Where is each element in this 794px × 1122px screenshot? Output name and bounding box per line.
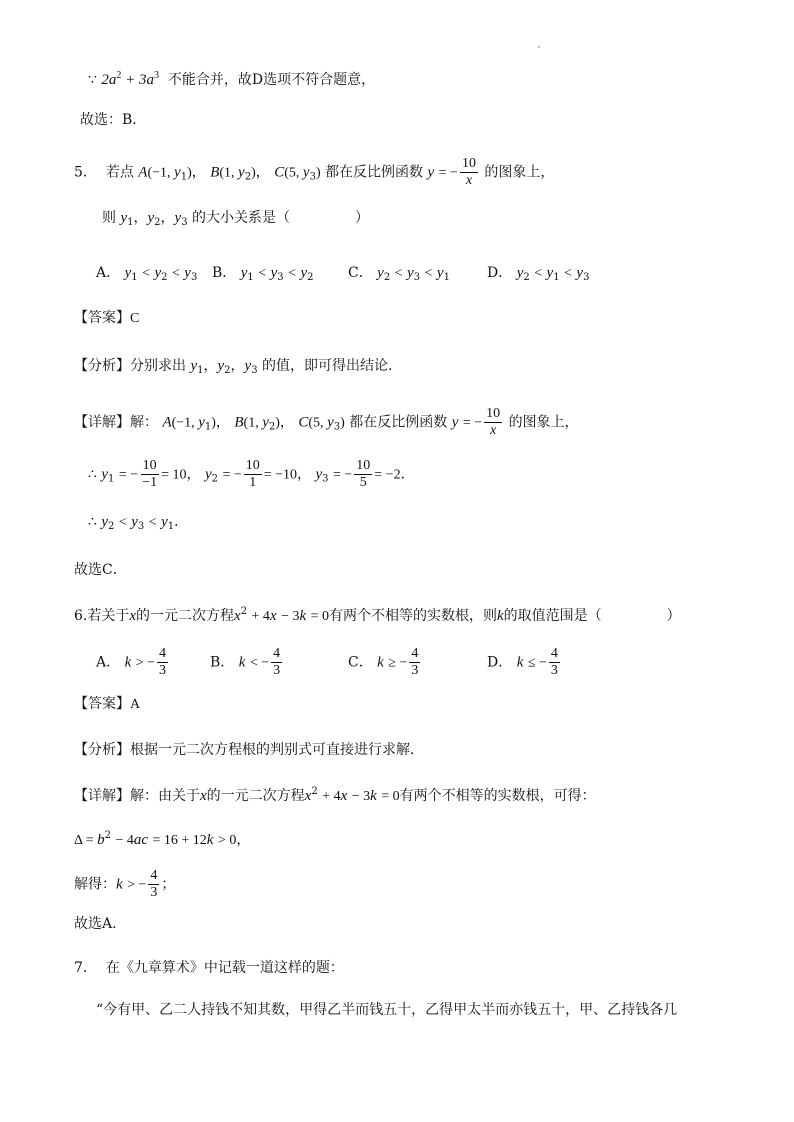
q6-solve-label: 解得：: [74, 876, 116, 893]
q6-mid1: 的一元二次方程: [136, 608, 235, 624]
q6-analysis-tag: 【分析】: [74, 742, 130, 758]
q5-ask-text: 的大小关系是（: [192, 210, 291, 226]
q5-option-b: B． $y_1 < y_3 < y_2$: [212, 265, 314, 283]
q6-answer: [74, 694, 140, 715]
q5-analysis: 【分析】分别求出 $y_1$，$y_2$，$y_3$ 的值，即可得出结论．: [74, 358, 403, 376]
q5-analysis-pre: 分别求出: [130, 358, 186, 374]
q5-option-a: A． $y_1 < y_2 < y_3$: [96, 265, 198, 283]
q5-option-a-label: A．: [96, 265, 121, 281]
q6-stem: 6.若关于x的一元二次方程$x^2 + 4x - 3k = 0$有两个不相等的实数根，则k的取值范围是（ ）: [74, 606, 681, 624]
q6-detail-mid2: 有两个不相等的实数根，可得：: [399, 788, 596, 804]
q6-analysis: [74, 740, 424, 760]
q5-mid-text: 都在反比例函数: [325, 164, 424, 181]
therefore-icon: ∴: [88, 514, 97, 530]
q6-choose: 故选A．: [74, 916, 127, 932]
q6-detail: 【详解】解：由关于x的一元二次方程$x^2 + 4x - 3k = 0$有两个不相等的实数根，可得：: [74, 786, 596, 804]
q5-detail-end: 的图象上，: [508, 414, 579, 431]
q5-paren-close: ）: [354, 210, 369, 226]
q5-conclusion: ∴ $y_2 < y_3 < y_1$．: [88, 514, 189, 532]
q5-ask: 则 $y_1$，$y_2$，$y_3$ 的大小关系是（ ）: [102, 210, 369, 228]
q6-discriminant: $\Delta = b^2 - 4ac = 16 + 12k > 0$，: [74, 830, 251, 848]
q6-detail-pre: 解：由关于: [130, 788, 200, 804]
q5-option-d: D． $y_2 < y_1 < y_3$: [487, 265, 590, 283]
q5-option-c-label: C．: [348, 265, 373, 281]
q6-analysis-text: 根据一元二次方程根的判别式可直接进行求解．: [130, 742, 424, 758]
q6-option-a-label: A．: [96, 654, 121, 671]
q5-number: 5．: [74, 164, 97, 181]
q6-paren-close: ）: [666, 608, 681, 624]
q5-option-c: C． $y_2 < y_3 < y_1$: [348, 265, 450, 283]
therefore-icon: ∴: [88, 466, 97, 483]
q7-number: 7．: [74, 960, 97, 976]
q5-end-text: 的图象上，: [484, 164, 555, 181]
q6-option-b: B． k < − $\frac{4}{3}$: [210, 646, 281, 678]
q7-quote: “今有甲、乙二人持钱不知其数，甲得乙半而钱五十，乙得甲太半而亦钱五十，甲、乙持钱各几: [96, 1002, 678, 1018]
prev-choose: 故选：B．: [80, 112, 147, 128]
q5-answer: [74, 308, 139, 329]
q5-answer-value: C: [130, 311, 140, 326]
q5-option-d-label: D．: [487, 265, 513, 281]
q6-mid2: 有两个不相等的实数根，则: [329, 608, 497, 624]
q5-stem: 5． 若点 A(−1, $y_1$)， B(1, $y_2$)， C(5, $y_3$) 都在反比例函数 y = − $\frac{10}{x}$ 的图象上，: [74, 156, 555, 188]
q5-intro: 若点: [105, 164, 134, 181]
q5-detail: 【详解】解： A(−1, $y_1$)， B(1, $y_2$)， C(5, $y_3$) 都在反比例函数 y = − $\frac{10}{x}$ 的图象上，: [74, 406, 579, 438]
q6-answer-value: A: [130, 697, 141, 712]
q5-detail-fraction: $\frac{10}{x}$: [486, 406, 501, 438]
q5-values-line: ∴ $y_1$ = − $\frac{10}{-1}$ = 10， $y_2$ = − $\frac{10}{1}$ = −10， $y_3$ = − $\frac{10}{5}$ = −2．: [88, 458, 415, 490]
q6-answer-tag: 【答案】: [74, 696, 130, 712]
q6-end: 的取值范围是（: [503, 608, 602, 624]
q5-fraction: $\frac{10}{x}$: [461, 156, 476, 188]
q5-detail-pre: 解：: [130, 414, 158, 431]
q6-solve: 解得：k > − $\frac{4}{3}$ ；: [74, 868, 176, 900]
scan-speck: [538, 46, 540, 48]
q7-intro: 在《九章算术》中记载一道这样的题：: [105, 960, 344, 976]
q6-detail-mid1: 的一元二次方程: [206, 788, 305, 804]
q6-option-d-label: D．: [487, 654, 513, 671]
q5-detail-mid: 都在反比例函数: [349, 414, 448, 431]
q5-detail-tag: 【详解】: [74, 414, 130, 431]
q6-number: 6.: [74, 608, 88, 624]
prev-conclusion-text: 不能合并，故D选项不符合题意，: [167, 72, 376, 88]
q5-choose: 故选C．: [74, 562, 127, 578]
q5-analysis-tag: 【分析】: [74, 358, 130, 374]
q6-intro: 若关于: [87, 608, 130, 624]
q7-stem: [74, 958, 344, 978]
q5-option-b-label: B．: [212, 265, 237, 281]
q6-option-d: D． k ≤ − $\frac{4}{3}$: [487, 646, 558, 678]
q6-option-c: C． k ≥ − $\frac{4}{3}$: [348, 646, 419, 678]
q5-answer-tag: 【答案】: [74, 310, 130, 326]
q6-option-b-label: B．: [210, 654, 235, 671]
prev-conclusion-line: ∵ $2a^2 + 3a^3$ 不能合并，故D选项不符合题意，: [88, 70, 376, 88]
q6-option-a: A． k > − $\frac{4}{3}$: [96, 646, 166, 678]
q6-option-c-label: C．: [348, 654, 373, 671]
q6-detail-tag: 【详解】: [74, 788, 130, 804]
q5-analysis-post: 的值，即可得出结论．: [262, 358, 403, 374]
q5-ask-pre: 则: [102, 210, 116, 226]
